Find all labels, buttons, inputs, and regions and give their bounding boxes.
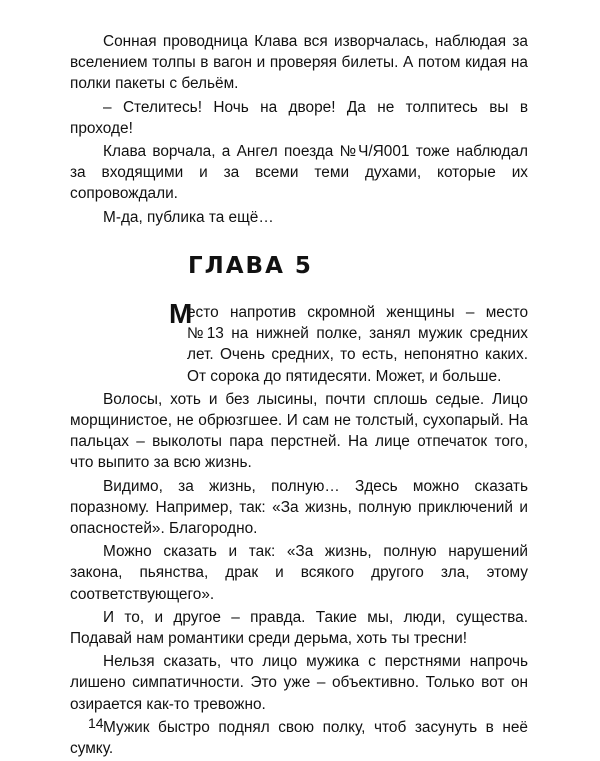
page-number: 14	[88, 715, 104, 731]
paragraph-2: – Стелитесь! Ночь на дворе! Да не толпитесь вы в проходе!	[70, 98, 528, 137]
chapter-paragraph-6: Нельзя сказать, что лицо мужика с перстнями напрочь лишено симпатичности. Это уже – объективно. Только вот он озирается как-то тревожно.	[70, 653, 528, 713]
drop-cap: М	[169, 298, 193, 329]
chapter-text-block	[70, 298, 528, 761]
chapter-paragraph-3: Видимо, за жизнь, полную… Здесь можно сказать поразному. Например, так: «За жизнь, полную приключений и опасностей». Благородно.	[70, 477, 528, 538]
chapter-first-paragraph-text: есто напротив скромной женщины – место №13 на нижней полке, занял мужик средних лет. Очень средних, то есть, непонятно каких. От сорока до пятидесяти. Может, и больше.	[187, 304, 528, 385]
chapter-title: ГЛАВА 5	[188, 253, 313, 279]
paragraph-4: М-да, публика та ещё…	[103, 208, 274, 226]
chapter-paragraph-7: Мужик быстро поднял свою полку, чтоб засунуть в неё сумку.	[70, 718, 528, 758]
paragraph-1: Сонная проводница Клава вся изворчалась, наблюдая за вселением толпы в вагон и проверяя билеты. А потом кидая на полки пакеты с бельём.	[70, 33, 528, 93]
paragraph-3: Клава ворчала, а Ангел поезда №Ч/Я001 тоже наблюдал за входящими и за всеми теми духами, которые их сопровождали.	[70, 143, 528, 203]
chapter-paragraph-4: Можно сказать и так: «За жизнь, полную нарушений закона, пьянства, драк и всякого другого зла, этому соответствующего».	[70, 543, 528, 603]
chapter-first-paragraph	[169, 298, 528, 387]
top-text-block	[70, 31, 528, 230]
chapter-paragraph-5: И то, и другое – правда. Такие мы, люди, существа. Подавай нам романтики среди дерьма, хоть ты тресни!	[70, 608, 528, 648]
chapter-paragraph-2: Волосы, хоть и без лысины, почти сплошь седые. Лицо морщинистое, не обрюзгшее. И сам не толстый, сухопарый. На пальцах – выколоты пара перстней. На лице отпечаток того, что выпито за всю жизнь.	[70, 390, 528, 472]
